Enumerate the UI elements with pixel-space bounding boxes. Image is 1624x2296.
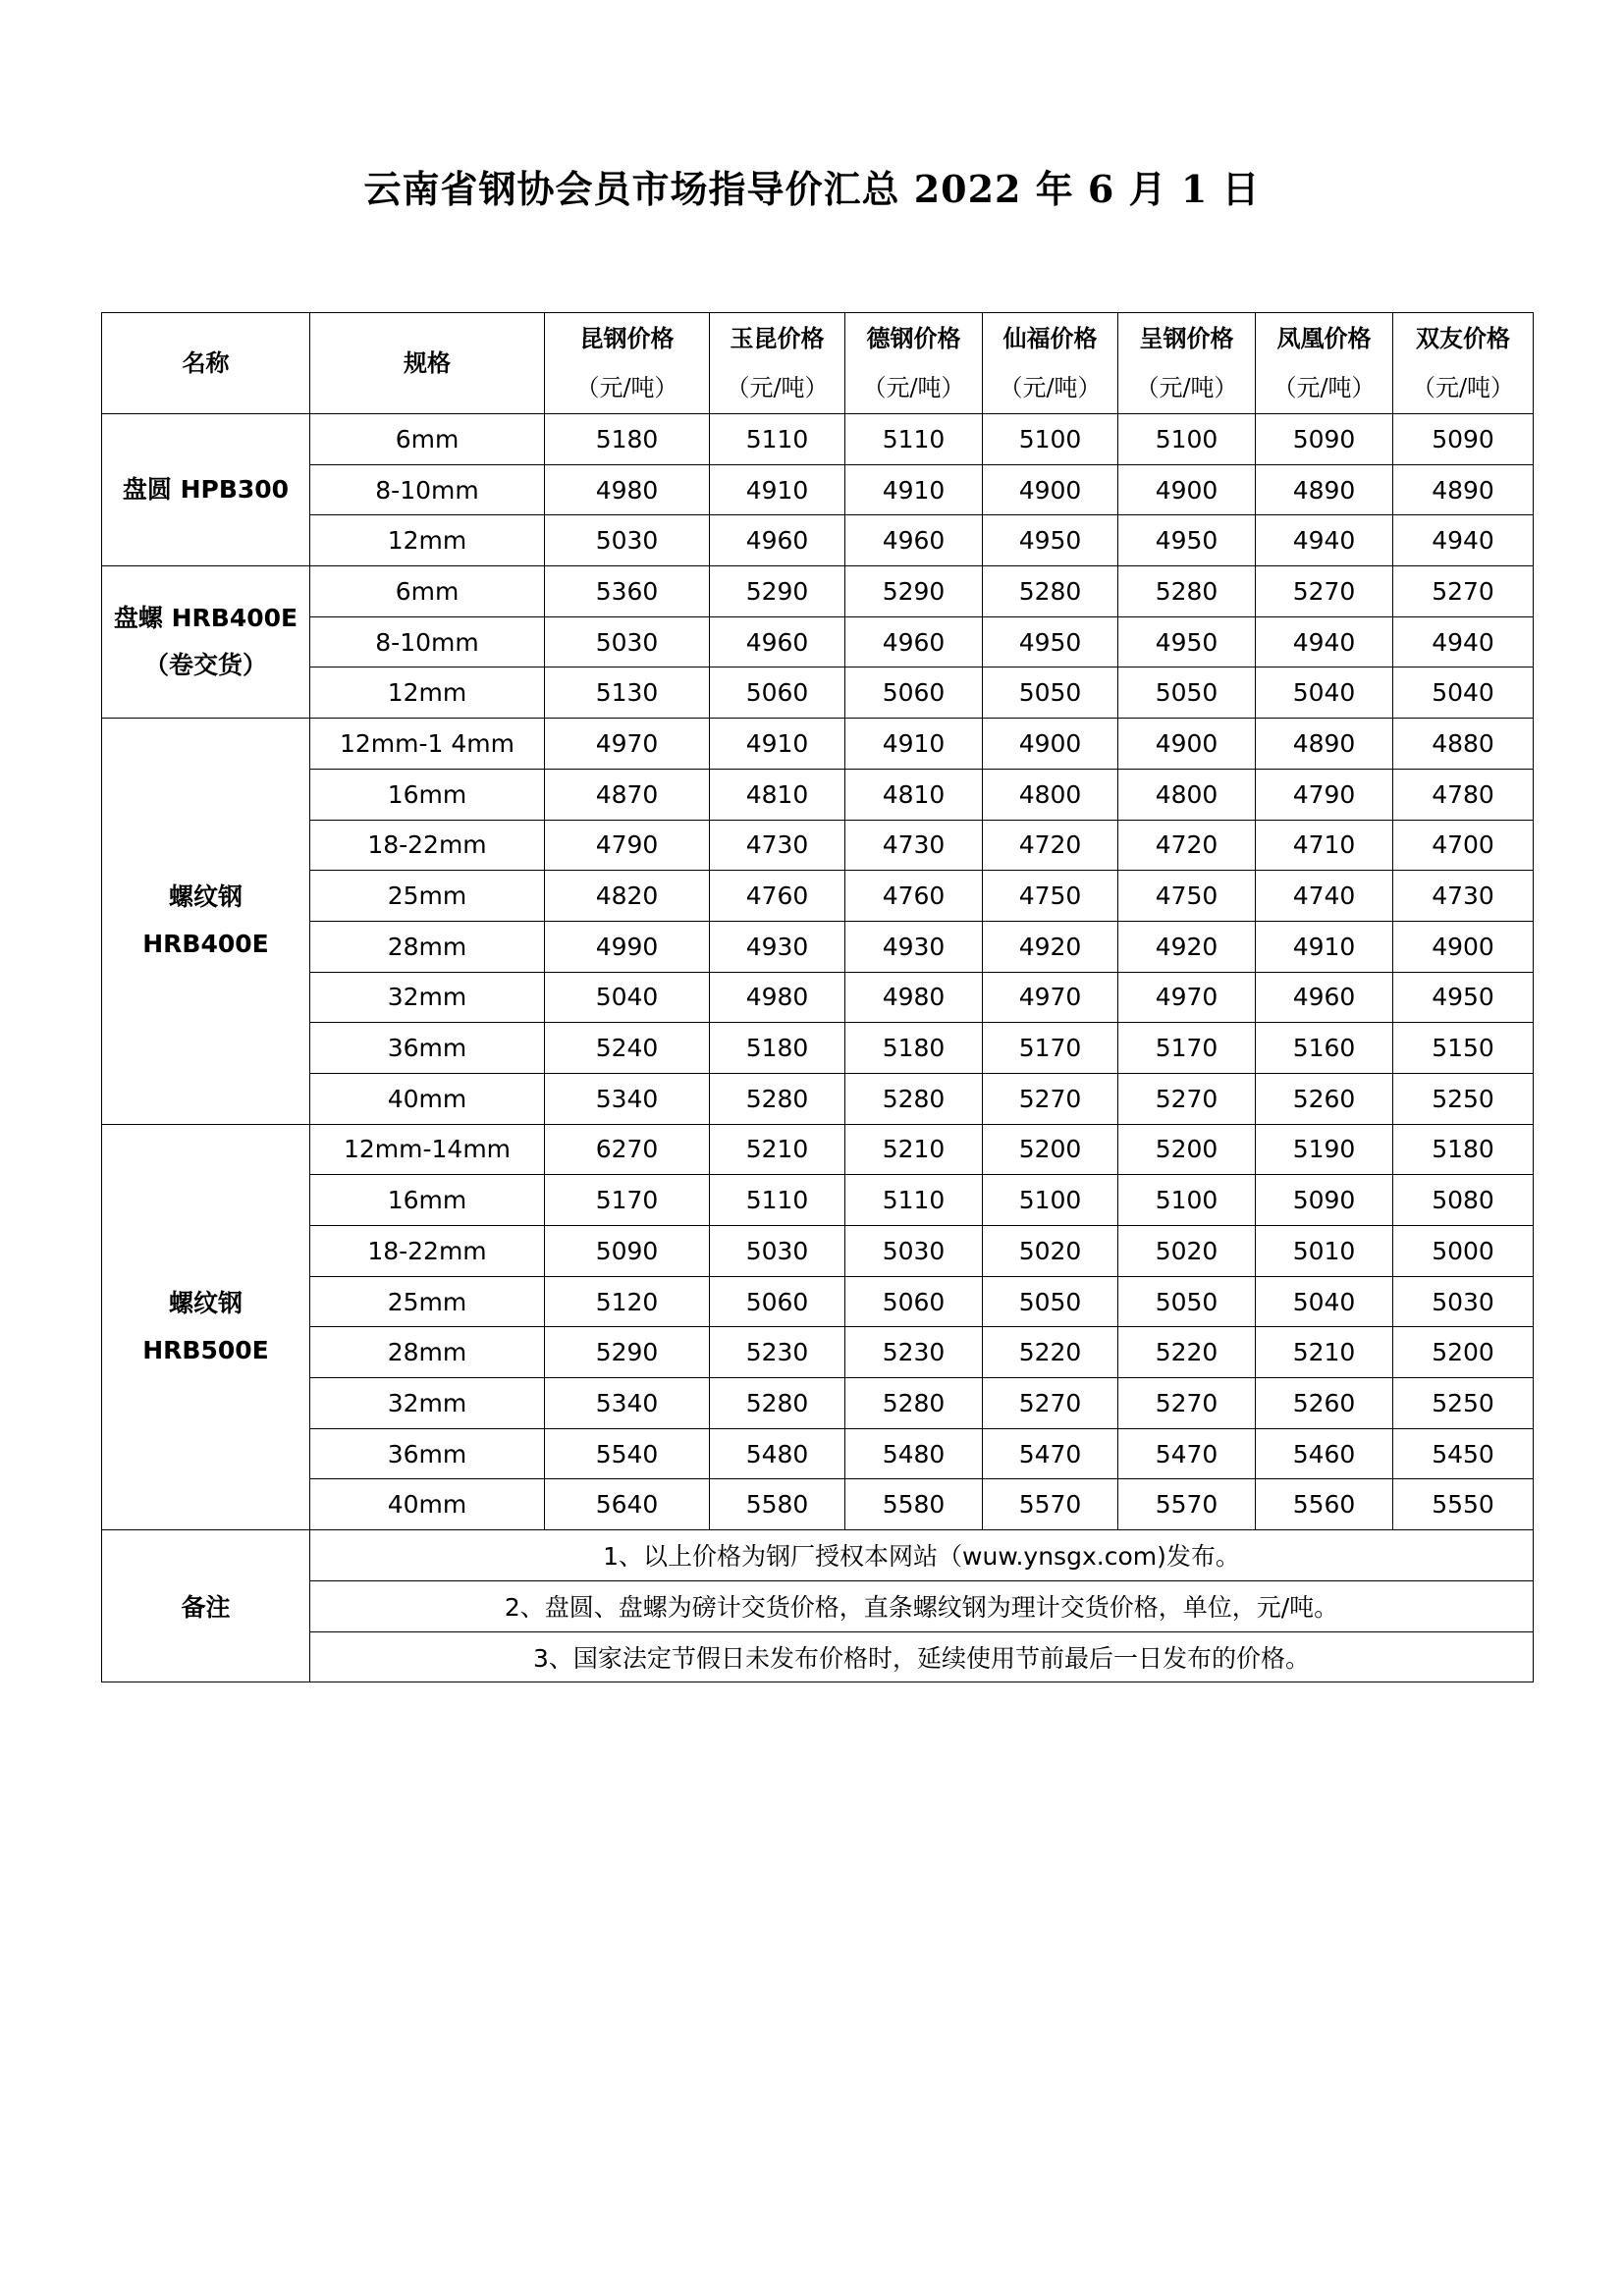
spec-cell: 40mm [310,1073,545,1124]
spec-cell: 18-22mm [310,820,545,871]
price-cell: 5180 [545,414,710,465]
category-name-line: 螺纹钢 [168,882,243,912]
price-cell: 4890 [1393,464,1534,515]
price-cell: 4920 [1118,921,1256,972]
table-row [102,414,1534,465]
price-cell: 5570 [1118,1479,1256,1530]
price-cell: 4790 [1256,769,1393,820]
price-table-body [102,414,1534,1530]
price-cell: 5150 [1393,1023,1534,1074]
table-row [102,1479,1534,1530]
price-cell: 5280 [1118,566,1256,617]
mill-name: 德钢价格 [866,324,961,352]
price-cell: 5550 [1393,1479,1534,1530]
price-cell: 5040 [1393,667,1534,719]
price-cell: 4900 [1118,464,1256,515]
price-cell: 4820 [545,871,710,922]
price-cell: 5270 [1393,566,1534,617]
price-cell: 4890 [1256,719,1393,770]
header-mill-6 [1393,313,1534,414]
price-cell: 5030 [545,616,710,667]
price-cell: 5180 [845,1023,983,1074]
price-cell: 4900 [1393,921,1534,972]
table-row [102,972,1534,1023]
unit-label: （元/吨） [862,374,965,401]
price-cell: 5270 [1256,566,1393,617]
price-cell: 5210 [845,1124,983,1175]
spec-cell: 18-22mm [310,1226,545,1277]
table-row [102,1073,1534,1124]
note-text: 3、国家法定节假日未发布价格时，延续使用节前最后一日发布的价格。 [310,1631,1534,1682]
price-cell: 5100 [1118,1175,1256,1226]
header-name: 名称 [102,313,310,414]
header-mill-5 [1256,313,1393,414]
price-cell: 4970 [1118,972,1256,1023]
price-cell: 5170 [983,1023,1118,1074]
price-cell: 5250 [1393,1378,1534,1429]
price-cell: 5100 [983,1175,1118,1226]
category-cell [102,414,310,566]
table-row [102,566,1534,617]
price-cell: 4910 [1256,921,1393,972]
price-cell: 4710 [1256,820,1393,871]
price-cell: 5100 [983,414,1118,465]
header-mill-4 [1118,313,1256,414]
price-cell: 5030 [710,1226,845,1277]
price-cell: 5110 [710,1175,845,1226]
spec-cell: 12mm [310,667,545,719]
price-cell: 4910 [710,719,845,770]
price-cell: 4950 [1118,616,1256,667]
price-cell: 5060 [845,667,983,719]
price-cell: 5260 [1256,1378,1393,1429]
spec-cell: 32mm [310,1378,545,1429]
price-cell: 4810 [710,769,845,820]
price-cell: 5340 [545,1378,710,1429]
mill-name: 昆钢价格 [579,324,675,352]
price-cell: 4720 [1118,820,1256,871]
price-cell: 5280 [710,1073,845,1124]
price-cell: 4900 [983,719,1118,770]
price-cell: 5050 [1118,1276,1256,1327]
price-cell: 5580 [710,1479,845,1530]
price-cell: 5250 [1393,1073,1534,1124]
price-cell: 5260 [1256,1073,1393,1124]
price-cell: 4960 [1256,972,1393,1023]
price-cell: 4800 [1118,769,1256,820]
price-cell: 4980 [545,464,710,515]
unit-label: （元/吨） [575,374,678,401]
header-mill-0 [545,313,710,414]
price-cell: 4960 [710,515,845,566]
price-cell: 4910 [710,464,845,515]
header-mill-3 [983,313,1118,414]
price-cell: 4930 [710,921,845,972]
price-cell: 4950 [1118,515,1256,566]
table-row [102,1175,1534,1226]
table-row [102,719,1534,770]
spec-cell: 16mm [310,769,545,820]
price-cell: 5050 [1118,667,1256,719]
price-cell: 5460 [1256,1428,1393,1479]
price-cell: 4980 [845,972,983,1023]
spec-cell: 6mm [310,414,545,465]
price-cell: 5090 [545,1226,710,1277]
price-cell: 5080 [1393,1175,1534,1226]
table-row [102,1428,1534,1479]
spec-cell: 8-10mm [310,616,545,667]
price-cell: 5200 [1393,1327,1534,1378]
table-row [102,1327,1534,1378]
mill-name: 呈钢价格 [1139,324,1234,352]
price-cell: 4700 [1393,820,1534,871]
table-row [102,921,1534,972]
price-cell: 4900 [983,464,1118,515]
category-name-line: 盘圆 HPB300 [122,475,290,505]
price-cell: 5270 [1118,1073,1256,1124]
price-cell: 4920 [983,921,1118,972]
price-cell: 5270 [1118,1378,1256,1429]
spec-cell: 36mm [310,1023,545,1074]
table-row [102,515,1534,566]
price-cell: 5200 [1118,1124,1256,1175]
price-cell: 5560 [1256,1479,1393,1530]
price-cell: 4740 [1256,871,1393,922]
price-cell: 5090 [1256,414,1393,465]
spec-cell: 32mm [310,972,545,1023]
price-cell: 5050 [983,1276,1118,1327]
price-cell: 5210 [710,1124,845,1175]
price-cell: 5180 [1393,1124,1534,1175]
price-cell: 5290 [845,566,983,617]
price-cell: 5020 [983,1226,1118,1277]
price-cell: 5580 [845,1479,983,1530]
price-cell: 5040 [1256,667,1393,719]
price-cell: 4910 [845,464,983,515]
mill-name: 玉昆价格 [730,324,825,352]
price-cell: 4960 [710,616,845,667]
price-cell: 4730 [1393,871,1534,922]
price-cell: 4970 [983,972,1118,1023]
price-cell: 4930 [845,921,983,972]
price-cell: 5470 [1118,1428,1256,1479]
table-row [102,1023,1534,1074]
table-row [102,820,1534,871]
price-table [101,312,1534,1682]
spec-cell: 12mm [310,515,545,566]
table-row [102,1378,1534,1429]
category-name-line: （卷交货） [143,651,267,680]
spec-cell: 28mm [310,921,545,972]
category-name-line: 螺纹钢 [168,1288,243,1317]
category-cell [102,566,310,719]
price-cell: 5450 [1393,1428,1534,1479]
spec-cell: 25mm [310,1276,545,1327]
category-cell [102,719,310,1125]
price-cell: 5110 [710,414,845,465]
price-cell: 5040 [1256,1276,1393,1327]
category-name-line: HRB400E [142,930,269,959]
price-cell: 5010 [1256,1226,1393,1277]
price-cell: 5480 [710,1428,845,1479]
table-row [102,667,1534,719]
note-row [102,1631,1534,1682]
price-cell: 5290 [710,566,845,617]
price-cell: 5120 [545,1276,710,1327]
mill-name: 凤凰价格 [1276,324,1372,352]
price-cell: 4810 [845,769,983,820]
price-cell: 5170 [545,1175,710,1226]
price-cell: 5180 [710,1023,845,1074]
unit-label: （元/吨） [999,374,1102,401]
price-cell: 4890 [1256,464,1393,515]
price-cell: 4780 [1393,769,1534,820]
spec-cell: 12mm-1 4mm [310,719,545,770]
price-cell: 5060 [845,1276,983,1327]
price-cell: 4720 [983,820,1118,871]
price-cell: 5030 [1393,1276,1534,1327]
price-cell: 4990 [545,921,710,972]
table-row [102,769,1534,820]
price-cell: 4960 [845,616,983,667]
header-mill-1 [710,313,845,414]
price-cell: 5230 [845,1327,983,1378]
price-cell: 5110 [845,414,983,465]
mill-name: 双友价格 [1416,324,1510,352]
price-cell: 5050 [983,667,1118,719]
price-cell: 4950 [1393,972,1534,1023]
price-cell: 5040 [545,972,710,1023]
price-cell: 4940 [1393,515,1534,566]
price-cell: 5190 [1256,1124,1393,1175]
price-cell: 5470 [983,1428,1118,1479]
spec-cell: 36mm [310,1428,545,1479]
price-cell: 4900 [1118,719,1256,770]
price-cell: 5060 [710,667,845,719]
price-cell: 4950 [983,515,1118,566]
unit-label: （元/吨） [726,374,829,401]
price-cell: 4760 [710,871,845,922]
price-cell: 5480 [845,1428,983,1479]
notes-section [102,1530,1534,1682]
price-cell: 4950 [983,616,1118,667]
category-cell [102,1124,310,1530]
header-row [102,313,1534,414]
price-cell: 4760 [845,871,983,922]
price-cell: 5060 [710,1276,845,1327]
price-cell: 4910 [845,719,983,770]
unit-label: （元/吨） [1135,374,1238,401]
price-cell: 5090 [1256,1175,1393,1226]
price-cell: 5570 [983,1479,1118,1530]
table-row [102,616,1534,667]
price-cell: 4730 [710,820,845,871]
spec-cell: 25mm [310,871,545,922]
price-cell: 5640 [545,1479,710,1530]
table-row [102,464,1534,515]
price-cell: 5280 [845,1378,983,1429]
note-row [102,1530,1534,1581]
table-row [102,871,1534,922]
page-title: 云南省钢协会员市场指导价汇总 2022 年 6 月 1 日 [363,167,1261,211]
note-text: 2、盘圆、盘螺为磅计交货价格，直条螺纹钢为理计交货价格，单位，元/吨。 [310,1580,1534,1631]
price-cell: 5030 [545,515,710,566]
price-cell: 6270 [545,1124,710,1175]
price-cell: 5000 [1393,1226,1534,1277]
price-cell: 5090 [1393,414,1534,465]
price-cell: 5280 [710,1378,845,1429]
note-text: 1、以上价格为钢厂授权本网站（wuw.ynsgx.com)发布。 [310,1530,1534,1581]
price-cell: 5130 [545,667,710,719]
price-cell: 5030 [845,1226,983,1277]
spec-cell: 6mm [310,566,545,617]
notes-label: 备注 [102,1530,310,1682]
table-row [102,1124,1534,1175]
price-cell: 5210 [1256,1327,1393,1378]
price-cell: 5270 [983,1378,1118,1429]
price-cell: 5200 [983,1124,1118,1175]
spec-cell: 12mm-14mm [310,1124,545,1175]
price-cell: 5280 [845,1073,983,1124]
price-cell: 4800 [983,769,1118,820]
price-cell: 4790 [545,820,710,871]
price-cell: 4970 [545,719,710,770]
category-name-line: 盘螺 HRB400E [113,604,298,633]
price-cell: 4980 [710,972,845,1023]
price-cell: 4940 [1256,616,1393,667]
price-cell: 4870 [545,769,710,820]
price-cell: 5100 [1118,414,1256,465]
note-row [102,1580,1534,1631]
price-cell: 4880 [1393,719,1534,770]
unit-label: （元/吨） [1272,374,1376,401]
price-cell: 5220 [983,1327,1118,1378]
price-cell: 5340 [545,1073,710,1124]
spec-cell: 40mm [310,1479,545,1530]
price-cell: 4750 [1118,871,1256,922]
price-cell: 5540 [545,1428,710,1479]
price-cell: 5160 [1256,1023,1393,1074]
table-row [102,1276,1534,1327]
price-cell: 5220 [1118,1327,1256,1378]
spec-cell: 16mm [310,1175,545,1226]
price-cell: 4960 [845,515,983,566]
table-row [102,1226,1534,1277]
price-cell: 5290 [545,1327,710,1378]
price-cell: 4730 [845,820,983,871]
price-cell: 5360 [545,566,710,617]
price-cell: 5240 [545,1023,710,1074]
price-cell: 4750 [983,871,1118,922]
header-spec: 规格 [310,313,545,414]
price-cell: 5270 [983,1073,1118,1124]
header-mill-2 [845,313,983,414]
mill-name: 仙福价格 [1002,324,1098,352]
price-cell: 5230 [710,1327,845,1378]
price-cell: 4940 [1256,515,1393,566]
price-cell: 5280 [983,566,1118,617]
price-cell: 5020 [1118,1226,1256,1277]
spec-cell: 28mm [310,1327,545,1378]
category-name-line: HRB500E [142,1335,269,1364]
spec-cell: 8-10mm [310,464,545,515]
price-cell: 5170 [1118,1023,1256,1074]
unit-label: （元/吨） [1411,374,1515,401]
price-cell: 5110 [845,1175,983,1226]
price-cell: 4940 [1393,616,1534,667]
